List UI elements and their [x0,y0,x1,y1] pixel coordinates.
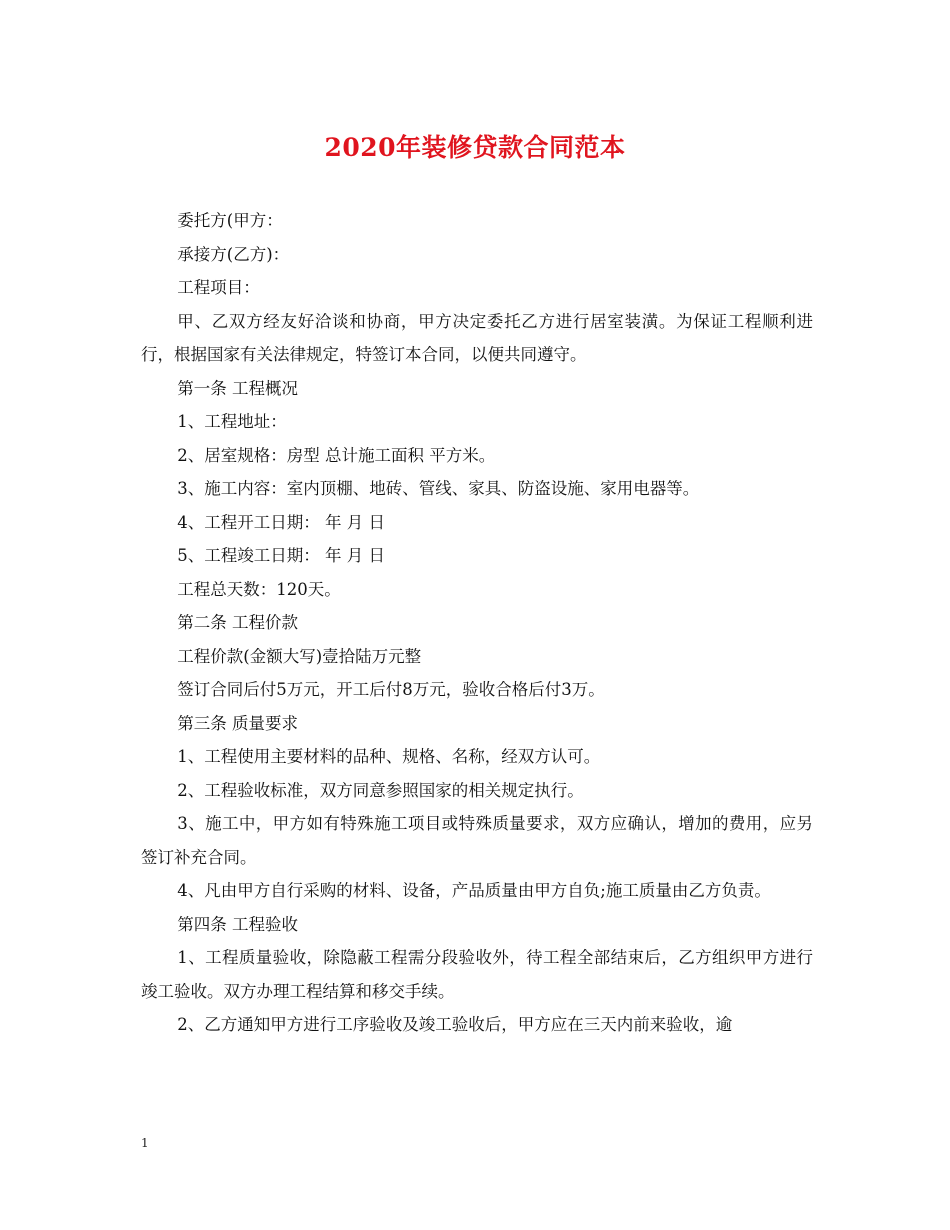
article-2-price: 工程价款(金额大写)壹拾陆万元整 [177,646,422,666]
document-body [141,204,813,1042]
article-3-heading: 第三条 质量要求 [177,713,299,733]
article-3-item-1: 1、工程使用主要材料的品种、规格、名称，经双方认可。 [177,747,601,766]
article-3-item-3: 3、施工中，甲方如有特殊施工项目或特殊质量要求，双方应确认，增加的费用，应另签订补充合同。 [141,814,813,867]
article-2-payment: 签订合同后付5万元，开工后付8万元，验收合格后付3万。 [177,680,605,699]
article-1-item-5: 5、工程竣工日期： 年 月 日 [177,546,386,565]
article-3-item-2: 2、工程验收标准，双方同意参照国家的相关规定执行。 [177,780,584,800]
article-4-item-2: 2、乙方通知甲方进行工序验收及竣工验收后，甲方应在三天内前来验收，逾 [177,1015,733,1034]
article-1-item-3: 3、施工内容：室内顶棚、地砖、管线、家具、防盗设施、家用电器等。 [177,479,700,498]
article-4-item-1: 1、工程质量验收，除隐蔽工程需分段验收外，待工程全部结束后，乙方组织甲方进行竣工验收。双方办理工程结算和移交手续。 [141,948,813,1001]
document-title: 2020年装修贷款合同范本 [324,133,626,162]
article-1-item-1: 1、工程地址： [177,412,287,431]
paragraph-preamble: 甲、乙双方经友好洽谈和协商，甲方决定委托乙方进行居室装潢。为保证工程顺利进行，根据国家有关法律规定，特签订本合同，以便共同遵守。 [141,311,813,364]
page-number: 1 [141,1136,149,1150]
article-1-heading: 第一条 工程概况 [177,378,299,398]
paragraph-project: 工程项目： [177,278,260,297]
paragraph-contractor: 承接方(乙方)： [177,244,290,264]
paragraph-client: 委托方(甲方： [177,211,283,230]
article-1-total-days: 工程总天数：120天。 [177,579,341,599]
article-1-item-4: 4、工程开工日期： 年 月 日 [177,512,386,532]
article-4-heading: 第四条 工程验收 [177,914,299,934]
article-1-item-2: 2、居室规格：房型 总计施工面积 平方米。 [177,445,496,465]
article-3-item-4: 4、凡由甲方自行采购的材料、设备，产品质量由甲方自负;施工质量由乙方负责。 [177,881,771,900]
article-2-heading: 第二条 工程价款 [177,613,299,632]
